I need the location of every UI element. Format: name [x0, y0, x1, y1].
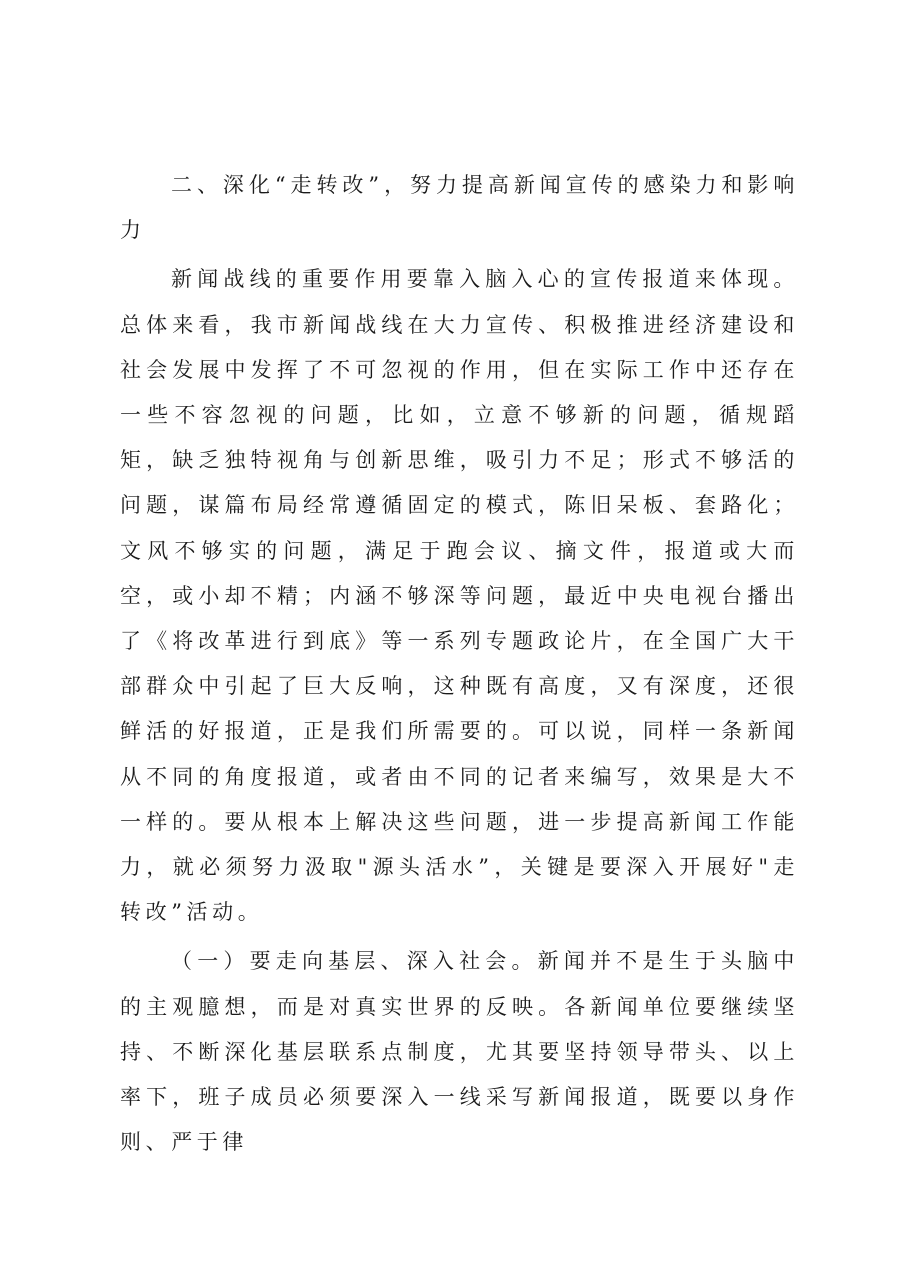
body-paragraph: 新闻战线的重要作用要靠入脑入心的宣传报道来体现。总体来看，我市新闻战线在大力宣传、积极推进经济建设和社会发展中发挥了不可忽视的作用，但在实际工作中还存在一些不容忽视的问题，比如，立意不够新的问题，循规蹈矩，缺乏独特视角与创新思维，吸引力不足；形式不够活的问题，谋篇布局经常遵循固定的模式，陈旧呆板、套路化；文风不够实的问题，满足于跑会议、摘文件，报道或大而空，或小却不精；内涵不够深等问题，最近中央电视台播出了《将改革进行到底》等一系列专题政论片，在全国广大干部群众中引起了巨大反响，这种既有高度，又有深度，还很鲜活的好报道，正是我们所需要的。可以说，同样一条新闻从不同的角度报道，或者由不同的记者来编写，效果是大不一样的。要从根本上解决这些问题，进一步提高新闻工作能力，就必须努力汲取"源头活水”，关键是要深入开展好"走转改”活动。	[120, 267, 799, 925]
body-paragraph: （一）要走向基层、深入社会。新闻并不是生于头脑中的主观臆想，而是对真实世界的反映。各新闻单位要继续坚持、不断深化基层联系点制度，尤其要坚持领导带头、以上率下，班子成员必须要深入一线采写新闻报道，既要以身作则、严于律	[120, 949, 799, 1155]
document-page	[120, 163, 799, 1165]
section-heading: 二、深化“走转改”，努力提高新闻宣传的感染力和影响力	[120, 173, 799, 243]
